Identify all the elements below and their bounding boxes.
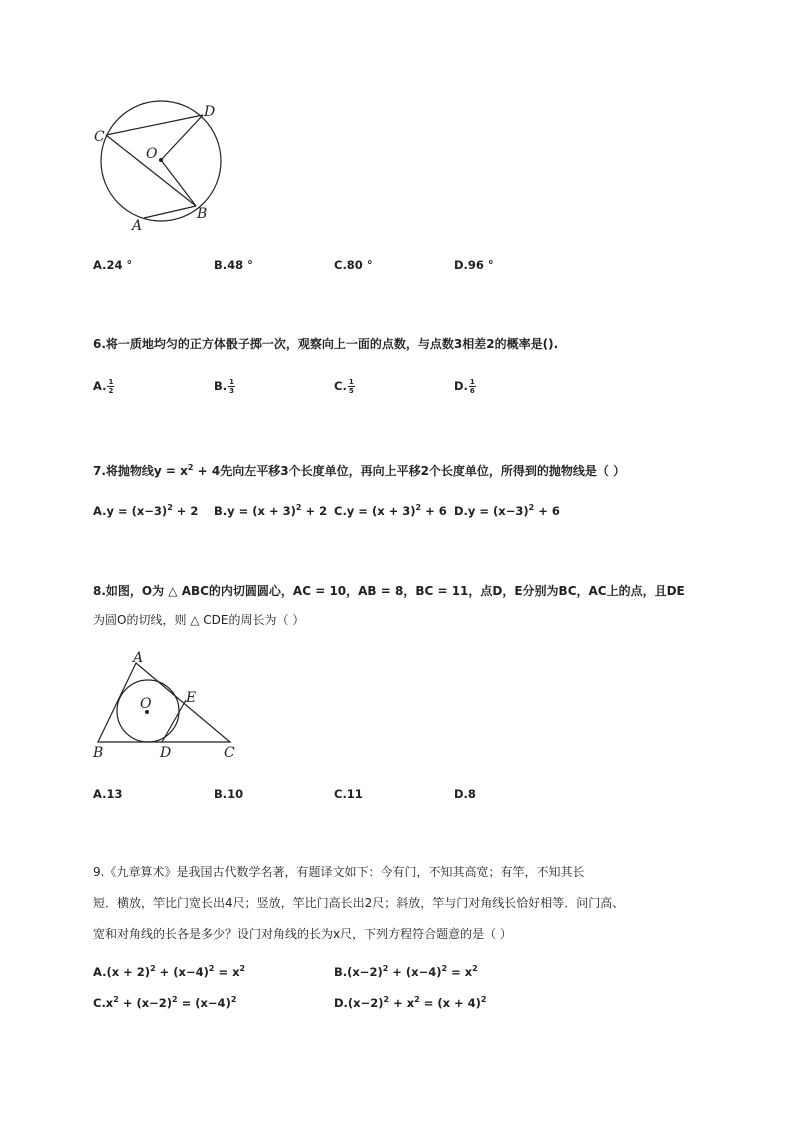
q6-option-d: D. $\frac{1}{6}$ bbox=[454, 378, 475, 395]
q7-text: 7.将抛物线$y = x^2 + 4$先向左平移3个长度单位，再向上平移2个长度单位，所得到的抛物线是（ ） bbox=[93, 463, 626, 478]
q5-option-b: B.48 ° bbox=[214, 258, 253, 272]
q5-option-a: A.24 ° bbox=[93, 258, 133, 272]
chord-cd bbox=[106, 115, 203, 135]
label-b: B bbox=[93, 745, 104, 761]
q8-option-b: B.10 bbox=[214, 787, 244, 801]
label-o: O bbox=[140, 696, 152, 712]
q9-option-b: $B.(x-2)^2 + (x-4)^2 = x^2$ bbox=[334, 964, 478, 979]
q9-option-d: $D.(x-2)^2 + x^2 = (x + 4)^2$ bbox=[334, 995, 487, 1010]
q8-text-line2: 为圆O的切线，则 △ CDE的周长为（ ） bbox=[93, 613, 305, 627]
label-e: E bbox=[186, 690, 197, 706]
label-c: C bbox=[224, 745, 235, 761]
q8-option-c: C.11 bbox=[334, 787, 363, 801]
q7-option-d: $D.y = (x-3)^2 + 6$ bbox=[454, 503, 560, 518]
q9-option-a: $A.(x + 2)^2 + (x-4)^2 = x^2$ bbox=[93, 964, 246, 979]
chord-ab bbox=[144, 206, 196, 218]
q9-option-c: $C.x^2 + (x-2)^2 = (x-4)^2$ bbox=[93, 995, 237, 1010]
q6-option-c: C. $\frac{1}{5}$ bbox=[334, 378, 354, 395]
label-a: A bbox=[133, 650, 144, 666]
label-c: C bbox=[94, 129, 105, 145]
center-point bbox=[159, 158, 163, 162]
q7-option-a: $A.y = (x-3)^2 + 2$ bbox=[93, 503, 199, 518]
q6-text: 6.将一质地均匀的正方体骰子掷一次，观察向上一面的点数，与点数3相差2的概率是(). bbox=[93, 337, 559, 351]
q9-text-line3: 宽和对角线的长各是多少？设门对角线的长为x尺，下列方程符合题意的是（ ） bbox=[93, 927, 512, 941]
q5-option-d: D.96 ° bbox=[454, 258, 494, 272]
label-b: B bbox=[197, 206, 208, 222]
q8-option-d: D.8 bbox=[454, 787, 476, 801]
label-d: D bbox=[204, 104, 216, 120]
q7-option-b: $B.y = (x + 3)^2 + 2$ bbox=[214, 503, 328, 518]
tangent-de bbox=[162, 700, 186, 742]
q9-text-line2: 短．横放，竿比门宽长出4尺；竖放，竿比门高长出2尺；斜放，竿与门对角线长恰好相等．问门高、 bbox=[93, 896, 625, 910]
label-d: D bbox=[160, 745, 172, 761]
circle-figure-q5 bbox=[80, 90, 240, 240]
q6-option-b: B. $\frac{1}{3}$ bbox=[214, 378, 235, 395]
q8-text-line1: 8.如图，O为 △ ABC的内切圆圆心，AC = 10，AB = 8，BC = 11，点D，E分别为BC，AC上的点，且DE bbox=[93, 584, 685, 598]
q7-option-c: $C.y = (x + 3)^2 + 6$ bbox=[334, 503, 447, 518]
q8-option-a: A.13 bbox=[93, 787, 123, 801]
q6-option-a: A. $\frac{1}{2}$ bbox=[93, 378, 114, 395]
q5-option-c: C.80 ° bbox=[334, 258, 373, 272]
q9-text-line1: 9.《九章算术》是我国古代数学名著，有题译文如下：今有门，不知其高宽；有竿，不知其长 bbox=[93, 865, 585, 879]
label-o: O bbox=[146, 146, 158, 162]
label-a: A bbox=[132, 218, 143, 234]
triangle-figure-q8 bbox=[88, 646, 248, 761]
